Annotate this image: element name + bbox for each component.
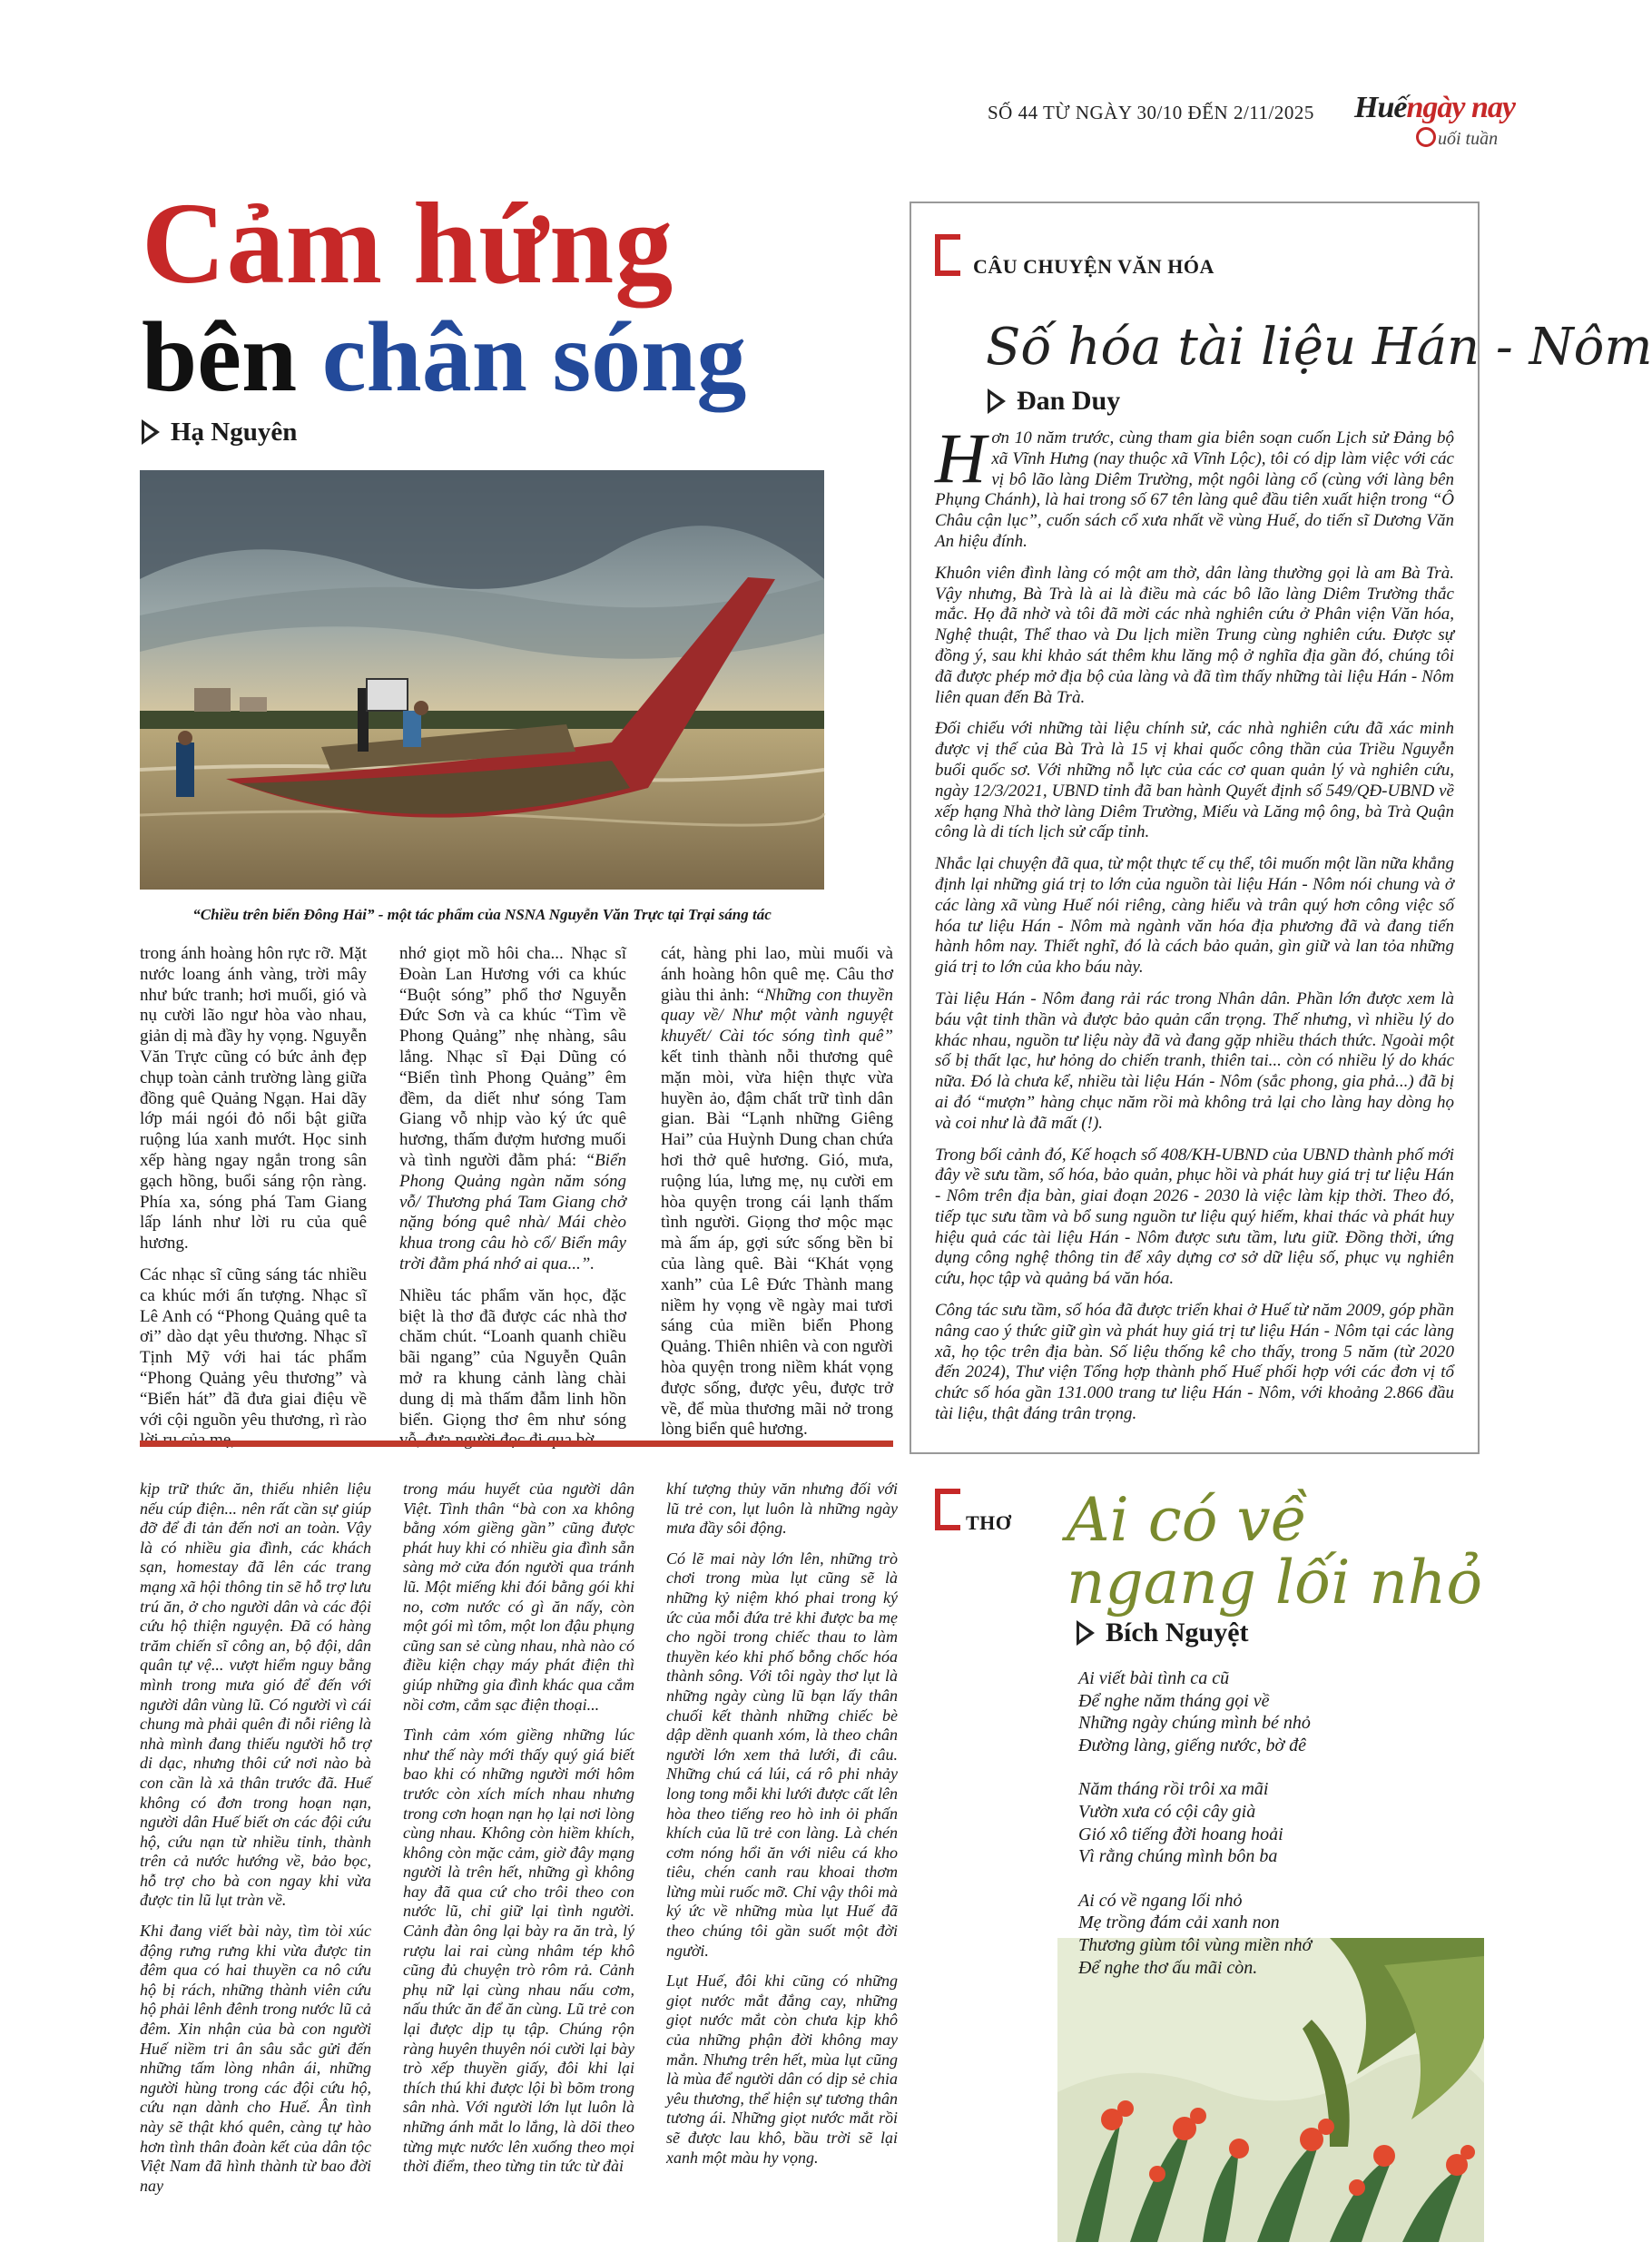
article-title-line2 [142,300,746,415]
red-square-icon [935,234,973,276]
paragraph: Tài liệu Hán - Nôm đang rải rác trong Nhân dân. Phần lớn được xem là báu vật tinh thần và được bảo quản cẩn trọng. Thế nhưng, vì nhiều lý do khác nhau, nguồn tư liệu này đã và đang gặp nhiều thách thức. Ngoài một số bị thất lạc, hư hỏng do chiến tranh, thiên tai... còn có nhiều lý do khác nữa. Đó là chưa kể, nhiều tài liệu Hán - Nôm (sắc phong, gia phả...) đã bị ai đó “mượn” hàng chục năm rồi mà không trả lại cho làng hay dòng họ và coi như là đã mất (!). [935,988,1454,1133]
stanza-2 [1078,1778,1312,1867]
culture-byline [989,386,1120,417]
paragraph: Khuôn viên đình làng có một am thờ, dân làng thường gọi là am Bà Trà. Vậy nhưng, Bà Trà là ai là điều mà các bô lão làng Diêm Trường thắc mắc. Họ đã nhờ và tôi đã mời các nhà nghiên cứu ở Phân viện Văn hóa, Nghệ thuật, Thể thao và Du lịch miền Trung cùng nghiên cứu. Được sự đồng ý, sau khi khảo sát thêm khu lăng mộ ở nghĩa địa gần đó, chúng tôi đã được phép mở địa bộ của làng và đã tìm thấy những tài liệu Hán - Nôm liên quan đến Bà Trà. [935,563,1454,707]
masthead-subtitle [1416,127,1498,150]
paragraph: Nhắc lại chuyện đã qua, từ một thực tế cụ thể, tôi muốn một lần nữa khẳng định lại những giá trị to lớn của nguồn tài liệu Hán - Nôm nói chung và ở các làng xã vùng Huế nói riêng, càng hiểu và trân quý hơn công việc số hóa tư liệu Hán - Nôm mà ngành văn hóa địa phương đã và đang tiến hành hôm nay. Thiết nghĩ, đó là cách bảo quản, gìn giữ và lan tỏa những giá trị to lớn của kho báu này. [935,854,1454,978]
paragraph: trong máu huyết của người dân Việt. Tình thân “bà con xa không bằng xóm giềng gần” cũng được phát huy khi có nhiều gia đình sẵn sàng mở cửa đón người qua tránh lũ. Một miếng khi đói bằng gói khi no, cơm nước có gì ăn nấy, còn một gói mì tôm, một lon đậu phụng cũng san sẻ cùng nhau, nhà nào có điều kiện chạy máy phát điện thì giúp những gia đình khác qua cắm nồi cơm, cắm sạc điện thoại... [403,1480,634,1714]
poem-line: Ai có về ngang lối nhỏ [1078,1890,1243,1911]
article-byline [143,418,297,447]
poem-line: Để nghe năm tháng gọi về [1078,1690,1270,1711]
title-word-ben: bên [142,301,298,412]
masthead-ngaynay: ngày nay [1406,91,1515,124]
red-bracket [935,1489,960,1530]
poem-line: Mẹ trồng đám cải xanh non [1078,1913,1280,1933]
photo-caption: “Chiều trên biển Đông Hải” - một tác phẩm của NSNA Nguyễn Văn Trực tại Trại sáng tác [192,906,772,923]
paragraph: Có lẽ mai này lớn lên, những trò chơi trong mùa lụt cũng sẽ là những kỷ niệm khó phai trong ký ức của mỗi đứa trẻ khi được ba mẹ cho ngồi trong chiếc thau to làm thuyền kéo khi phố bỗng chốc hóa thành sông. Với tôi ngày thơ lụt là những ngày cùng lũ bạn lấy thân chuối kết thành những chiếc bè dập dềnh quanh xóm, là theo chân người lớn xem thả lưới, đi câu. Những chú cá lúi, cá rô phi nhảy long tong mỗi khi lưới được cất lên hòa theo tiếng reo hò inh ỏi phấn khích của lũ trẻ con làng. Là chén cơm nóng hổi ăn với niêu cá kho tiêu, chén canh rau khoai thơm lừng mùi ruốc mỡ. Chỉ vậy thôi mà ký ức về những mùa lụt Huế đã theo chúng tôi gần suốt một đời người. [666,1549,898,1960]
paragraph-text: kết tinh thành nỗi thương quê mặn mòi, vừa hiện thực vừa huyền ảo, đậm chất trữ tình dân gian. Bài “Lạnh những Giêng Hai” của Huỳnh Dung chan chứa hơi thở quê hương. Gió, mưa, ruộng lúa, lưng mẹ, nụ cười em hòa quyện trong cái lạnh thấm tình người. Giọng thơ mộc mạc mà ấm áp, gợi sức sống bền bỉ của làng quê. Bài “Khát vọng xanh” của Lê Đức Thành mang niềm hy vọng về ngày mai tươi sáng của miền biển Phong Quảng. Thiên nhiên và con người hòa quyện trong niềm khát vọng được sống, được yêu, được trở về, để mùa thương mãi nở trong lòng biển quê hương. [661,1047,893,1440]
poem-line: Gió xô tiếng đời hoang hoải [1078,1824,1283,1844]
red-bracket [935,234,960,276]
paragraph: Công tác sưu tầm, số hóa đã được triển khai ở Huế từ năm 2009, góp phần nâng cao ý thức giữ gìn và phát huy giá trị tư liệu Hán - Nôm tại các làng xã, họ tộc trên địa bàn. Số liệu thống kê cho thấy, trong 5 năm (từ 2020 đến 2024), Thư viện Tổng hợp thành phố Huế phối hợp với các đơn vị tổ chức số hóa gần 131.000 trang tư liệu Hán - Nôm, với khoảng 2.866 đầu tài liệu, thật đáng trân trọng. [935,1301,1454,1424]
article-author: Hạ Nguyên [171,418,298,447]
section-divider [140,1441,893,1447]
stanza-3 [1078,1890,1312,1979]
paragraph-text: cát, hàng phi lao, mùi muối và ánh hoàng hôn quê mẹ. Câu thơ giàu thi ảnh: [661,944,893,1005]
article-column-2 [399,944,626,1462]
culture-author: Đan Duy [1017,386,1121,416]
lower-column-3 [666,1480,898,2178]
poem-title [1067,1485,1483,1618]
paragraph: Các nhạc sĩ cũng sáng tác nhiều ca khúc mới ấn tượng. Nhạc sĩ Lê Anh có “Phong Quảng quê ta ơi” dào dạt yêu thương. Nhạc sĩ Tịnh Mỹ với hai tác phẩm “Phong Quảng yêu thương” và “Biển hát” đã đưa giai điệu về với cội nguồn yêu thương, rì rào [140,1264,367,1430]
play-triangle-icon [143,422,158,442]
poem-line: Ai viết bài tình ca cũ [1078,1668,1230,1688]
issue-info: SỐ 44 TỪ NGÀY 30/10 ĐẾN 2/11/2025 [988,102,1314,123]
title-word-chansong: chân sóng [321,301,747,412]
poem-author: Bích Nguyệt [1106,1618,1249,1647]
play-triangle-icon [1078,1623,1093,1643]
paragraph: Nhiều tác phẩm văn học, đặc biệt là thơ đã được các nhà thơ chăm chút. “Loanh quanh chiều bãi ngang” của Nguyễn Quân mở ra khung cảnh làng chài dung dị mà thấm đẫm linh hồn biển. Giọng thơ êm như sóng [399,1285,626,1430]
paragraph: trong ánh hoàng hôn rực rỡ. Mặt nước loang ánh vàng, trời mây như bức tranh; hơi muối, gió và nụ cười lão ngư hòa vào nhau, giản dị mà đầy hy vọng. Nguyễn Văn Trực cũng có bức ảnh đẹp chụp toàn cảnh trường làng giữa đồng quê Quảng Ngạn. Hai dãy lớp mái ngói đỏ nổi bật giữa ruộng lúa xanh mướt. Học sinh xếp hàng ngay ngắn trong sân gạch hồng, buổi sáng rộn ràng. Phía xa, sóng phá Tam Giang lấp lánh như lời ru của quê hương. [140,944,367,1254]
poem-line: Vườn xưa có cội cây già [1078,1801,1256,1822]
article-photo [140,470,824,890]
paragraph: kịp trữ thức ăn, thiếu nhiên liệu nếu cúp điện... nên rất cần sự giúp đỡ để đi tản đến nơi an toàn. Vậy là có nhiều gia đình, các khách sạn, homestay đã lên các trang mạng xã hội thông tin sẽ hỗ trợ lưu trú ăn, ở cho người dân và các đội cứu hộ thiện nguyện. Đã có hàng trăm chiến sĩ công an, bộ đội, dân quân tự vệ... vượt hiểm nguy bằng mình trong mưa gió để đến với người dân vùng lũ. Có người vì cái chung mà phải quên đi nỗi riêng là nhà mình đang thiếu người hỗ trợ di dạc, nhưng thôi cứ nơi nào bà con cần là xả thân trước đã. Huế không có đơn trong hoạn nạn, người dân Huế biết ơn các đội cứu hộ, cứu nạn từ nhiều tỉnh, thành trên cả nước hướng về, bảo bọc, hỗ trợ cho bà con ngay khi vừa được tin lũ lụt tràn về. [140,1480,371,1910]
paragraph-text: nhớ giọt mồ hôi cha... Nhạc sĩ Đoàn Lan Hương với ca khúc “Buột sóng” phổ thơ Nguyễn Đức Sơn và ca khúc “Tìm về Phong Quảng” nhẹ nhàng, sâu lắng. Nhạc sĩ Đại Dũng có “Biển tình Phong Quảng” êm đềm, da diết như sóng Tam Giang vỗ nhịp vào ký ức quê hương, thấm đượm hương muối và tình người đằm phá: [399,944,626,1170]
poem-line: Những ngày chúng mình bé nhỏ [1078,1713,1311,1734]
article-column-1 [140,944,367,1462]
paragraph: Đối chiếu với những tài liệu chính sử, các nhà nghiên cứu đã xác minh được vị thế của Bà Trà là 15 vị khai quốc công thần của Triều Nguyễn buổi quốc sơ. Với những nỗ lực của các cơ quan quản lý và nghiên cứu, ngày 12/3/2021, UBND tỉnh đã ban hành Quyết định số 549/QĐ-UBND về xếp hạng Nhà thờ làng Diêm Trường, Miếu và Lăng mộ ông, bà Trà Quận công là di tích lịch sử cấp tỉnh. [935,719,1454,842]
poem-line: Năm tháng rồi trôi xa mãi [1078,1779,1269,1800]
lower-column-2 [403,1480,634,2188]
culture-body [935,418,1454,1436]
masthead-hue: Huế [1354,91,1407,124]
paragraph: Trong bối cảnh đó, Kế hoạch số 408/KH-UBND của UBND thành phố mới đây về sưu tầm, số hóa, bảo quản, phục hồi và phát huy giá trị tư liệu Hán - Nôm trên địa bàn, giai đoạn 2026 - 2030 là việc làm kịp thời. Theo đó, tiếp tục sưu tầm và bổ sung nguồn tư liệu quý hiếm, khai thác và phát huy hiệu quả các tài liệu Hán - Nôm được sưu tầm, lưu giữ. Đồng thời, ứng dụng công nghệ thông tin để xây dựng cơ sở dữ liệu số, phục vụ nghiên cứu, học tập và quảng bá văn hóa. [935,1145,1454,1289]
paragraph: Lụt Huế, đôi khi cũng có những giọt nước mắt đắng cay, những giọt nước mắt còn chưa kịp khô của những phận đời không may mắn. Nhưng trên hết, mùa lụt cũng là mùa để người dân có dịp sẻ chia yêu thương, thể hiện sự tương thân tương ái. Những giọt nước mắt rồi sẽ được lau khô, bầu trời sẽ lại xanh một màu hy vọng. [666,1972,898,2167]
drop-cap: H [935,418,987,497]
paragraph-text: ơn 10 năm trước, cùng tham gia biên soạn cuốn Lịch sử Đảng bộ xã Vĩnh Hưng (nay thuộc xã Vĩnh Lộc), tôi có dịp làm việc với các vị bô lão làng Diêm Trường, một ngôi làng cổ (cùng với làng bên Phụng Chánh), là hai trong số 67 tên làng quê đầu tiên xuất hiện trong “Ô Châu cận lục”, cuốn sách cổ xưa nhất về vùng Huế, do tiến sĩ Dương Văn An hiệu đính. [935,428,1454,551]
poem-body [1078,1667,1312,2001]
culture-section-marker [935,234,973,276]
lower-column-1 [140,1480,371,2207]
poem-line: Thương giùm tôi vùng miền nhớ [1078,1934,1313,1955]
masthead [1354,91,1515,125]
article-title-line1: Cảm hứng [142,179,674,308]
poem-title-line2: ngang lối nhỏ [1067,1548,1483,1618]
poem-title-line1: Ai có về [1067,1485,1308,1555]
poem-section-label: THƠ [966,1511,1012,1534]
culture-section-label: CÂU CHUYỆN VĂN HÓA [973,255,1214,278]
c-ring-logo [1416,127,1436,147]
poem-line: Vì rằng chúng mình bôn ba [1078,1846,1278,1867]
paragraph: Khi đang viết bài này, tìm tòi xúc động rưng rưng khi vừa được tin đêm qua có hai thuyền ca nô cứu hộ bị rách, những thành viên cứu hộ phải lênh đênh trong nước lũ cả đêm. Xin nhận của bà con người Huế niềm tri ân sâu sắc gửi đến những tấm lòng nhân ái, những người hùng trong các đội cứu hộ, cứu nạn dành cho Huế. Ân tình này sẽ thật khó quên, càng tự hào hơn tình thân đoàn kết của dân tộc Việt Nam đã hình thành từ bao đời nay [140,1922,371,2195]
poem-line: Đường làng, giếng nước, bờ đê [1078,1735,1307,1755]
paragraph: Tình cảm xóm giềng những lúc như thế này mới thấy quý giá biết bao khi có những người mới hôm trước còn xích mích nhau nhưng trong cơn hoạn nạn họ lại nơi lòng cùng nhau. Không còn hiềm khích, không còn mặc cảm, giờ đây mạng người là trên hết, những gì không hay đã qua cứ cho trôi theo con nước lũ, chỉ giữ lại tình người. Cảnh đàn ông lại bày ra ăn trà, lý rượu lai rai cùng nhâm tép khô cũng đủ chuyện trò rôm rả. Cảnh phụ nữ lại cùng nhau nấu cơm, nấu thức ăn để ăn cùng. Lũ trẻ con lại được dịp tụ tập. Chúng rộn ràng huyên thuyên nói cười lại bày trò xếp thuyền giấy, đôi khi lại thích thú khi được lội bì bõm trong sân nhà. Với người lớn lụt luôn là những ánh mắt lo lắng, là dõi theo từng mực nước lên xuống theo mọi thời điểm, theo từng tin tức từ đài [403,1726,634,2176]
paragraph [399,944,626,1275]
play-triangle-icon [989,391,1004,411]
article-column-3 [661,944,893,1451]
paragraph [935,418,1454,553]
poem-byline [1078,1618,1249,1648]
masthead-subtitle-text: uối tuần [1438,129,1499,149]
poem-quote: “Những con thuyền quay về/ Như một vành nguyệt khuyết/ Cài tóc sóng tình quê” [661,985,893,1047]
culture-title: Số hóa tài liệu Hán - Nôm [986,318,1652,377]
poem-line: Để nghe thơ ấu mãi còn. [1078,1957,1258,1978]
paragraph: khí tượng thủy văn nhưng đối với lũ trẻ con, lụt luôn là những ngày mưa đầy sôi động. [666,1480,898,1538]
stanza-1 [1078,1667,1312,1756]
poem-quote: “Biển Phong Quảng ngàn năm sóng vỗ/ Thương phá Tam Giang chở nặng bóng quê nhà/ Mái chèo khua trong câu hò cổ/ Biển mây trời đằm phá nhớ ai qua...”. [399,1150,626,1274]
paragraph [661,944,893,1441]
